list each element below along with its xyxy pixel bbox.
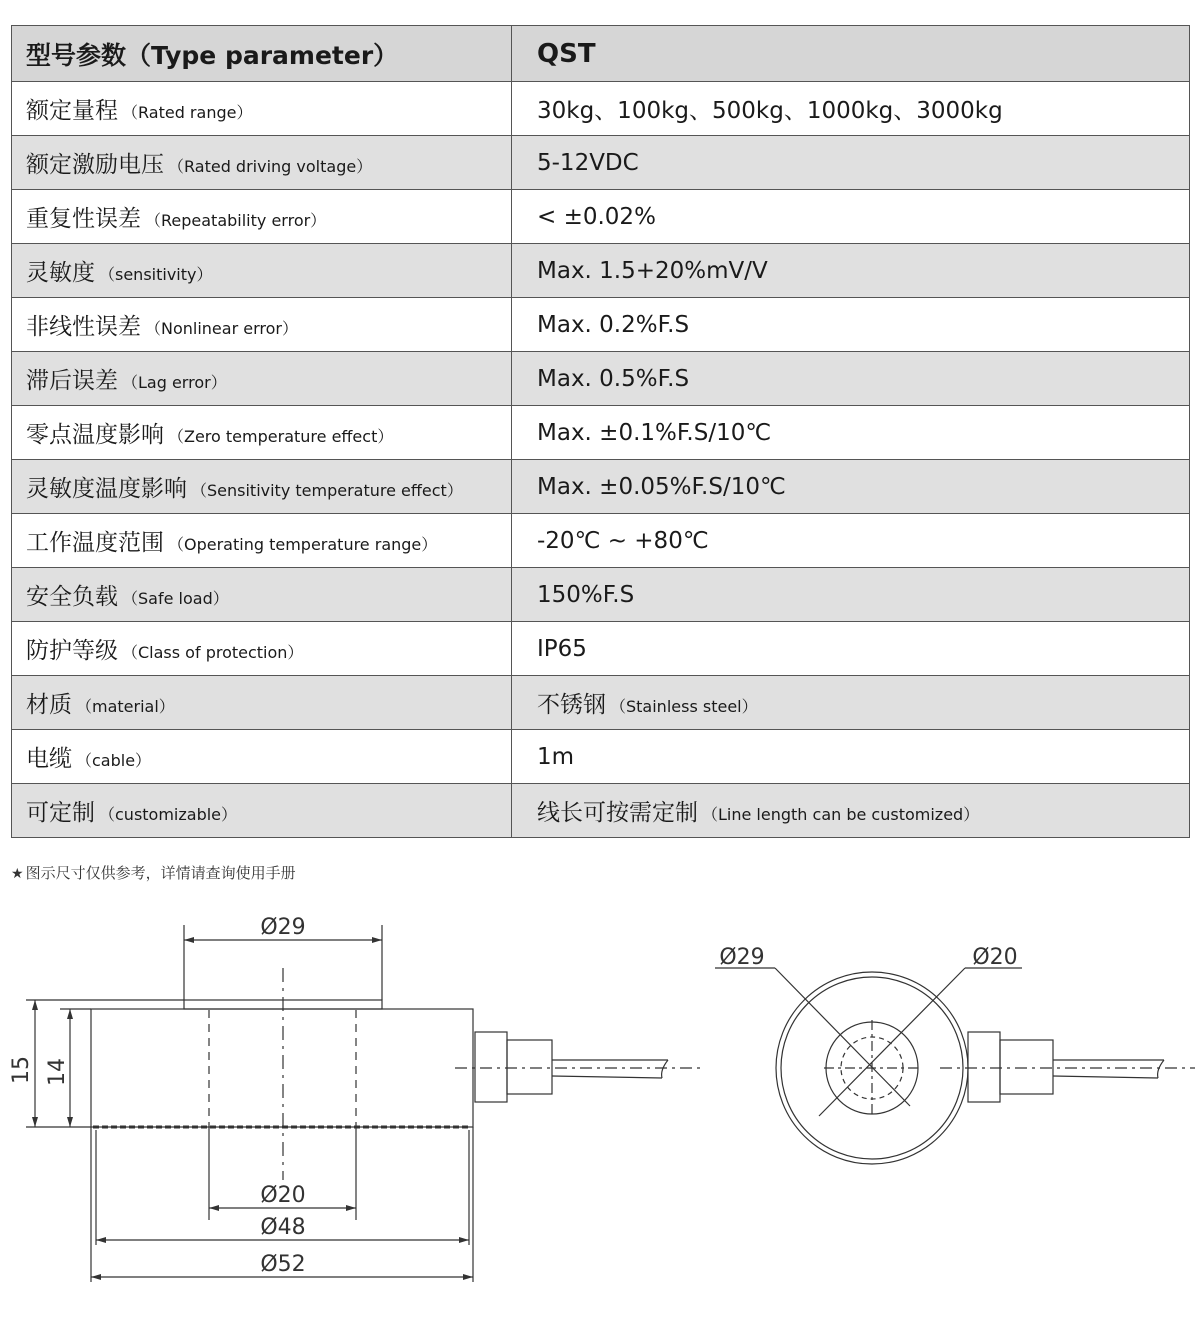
- param-en: （Class of protection）: [122, 643, 304, 662]
- value-text: 150%F.S: [537, 581, 635, 608]
- dim-bottom-20: Ø20: [260, 1183, 306, 1208]
- value-text: Max. 0.5%F.S: [537, 365, 690, 392]
- value-text: Max. 1.5+20%mV/V: [537, 257, 768, 284]
- param-en: （Sensitivity temperature effect）: [191, 481, 463, 500]
- value-cell: [512, 352, 1190, 406]
- dim-height-14: 14: [45, 1058, 70, 1086]
- value-text: < ±0.02%: [537, 203, 656, 230]
- table-row: [12, 730, 1190, 784]
- value-cell: [512, 244, 1190, 298]
- param-cn: 电缆: [26, 746, 72, 772]
- spec-table: [11, 25, 1190, 838]
- spec-table-body: [12, 26, 1190, 838]
- param-en: （Lag error）: [122, 373, 227, 392]
- value-cell: [512, 622, 1190, 676]
- param-en: （Rated range）: [122, 103, 253, 122]
- param-cell: [12, 298, 512, 352]
- param-en: （Zero temperature effect）: [168, 427, 394, 446]
- dim-top-view-20: Ø20: [972, 945, 1018, 970]
- param-cn: 防护等级: [26, 638, 118, 664]
- param-cell: [12, 244, 512, 298]
- value-cell: [512, 136, 1190, 190]
- table-row: [12, 514, 1190, 568]
- param-cn: 额定激励电压: [26, 152, 164, 178]
- param-cn: 灵敏度温度影响: [26, 476, 187, 502]
- param-cell: [12, 190, 512, 244]
- table-row: [12, 784, 1190, 838]
- star-icon: ★: [11, 866, 24, 882]
- param-en: （Nonlinear error）: [145, 319, 298, 338]
- table-row: [12, 82, 1190, 136]
- param-cell: [12, 568, 512, 622]
- sensor-body: [91, 1009, 473, 1127]
- param-cell: [12, 676, 512, 730]
- side-view: [26, 925, 700, 1282]
- value-text: Max. ±0.05%F.S/10℃: [537, 473, 786, 500]
- param-cell: [12, 514, 512, 568]
- param-cn: 可定制: [26, 800, 95, 826]
- value-text: 5-12VDC: [537, 149, 639, 176]
- dimension-drawing: [0, 880, 1200, 1320]
- param-cell: [12, 136, 512, 190]
- param-cn: 零点温度影响: [26, 422, 164, 448]
- param-cn: 滞后误差: [26, 368, 118, 394]
- table-row: [12, 676, 1190, 730]
- dim-base-48: Ø48: [260, 1215, 306, 1240]
- side-view-arrows: [32, 937, 473, 1280]
- table-row: [12, 352, 1190, 406]
- table-row: [12, 460, 1190, 514]
- value-cell: [512, 784, 1190, 838]
- value-text: IP65: [537, 635, 587, 662]
- dim-base-52: Ø52: [260, 1252, 306, 1277]
- top-view: [715, 968, 1195, 1164]
- param-cell: [12, 82, 512, 136]
- value-text: 1m: [537, 743, 575, 770]
- value-en: （Stainless steel）: [610, 697, 758, 716]
- param-cell: [12, 730, 512, 784]
- table-row: [12, 244, 1190, 298]
- table-row: [12, 568, 1190, 622]
- param-cn: 灵敏度: [26, 260, 95, 286]
- param-cell: [12, 460, 512, 514]
- dim-top-29: Ø29: [260, 915, 306, 940]
- param-cn: 工作温度范围: [26, 530, 164, 556]
- value-text: 不锈钢: [537, 692, 606, 718]
- header-model-cell: QST: [512, 26, 1190, 82]
- table-row: [12, 622, 1190, 676]
- value-text: 线长可按需定制: [537, 800, 698, 826]
- value-cell: [512, 568, 1190, 622]
- table-row: [12, 190, 1190, 244]
- value-cell: [512, 190, 1190, 244]
- value-cell: [512, 676, 1190, 730]
- value-text: -20℃ ~ +80℃: [537, 527, 709, 554]
- value-cell: [512, 82, 1190, 136]
- dim-top-view-29: Ø29: [719, 945, 765, 970]
- param-en: （Rated driving voltage）: [168, 157, 373, 176]
- value-cell: [512, 298, 1190, 352]
- param-cell: [12, 352, 512, 406]
- param-en: （Safe load）: [122, 589, 229, 608]
- param-en: （sensitivity）: [99, 265, 213, 284]
- param-en: （Repeatability error）: [145, 211, 327, 230]
- param-en: （Operating temperature range）: [168, 535, 438, 554]
- table-header-row: [12, 26, 1190, 82]
- cable-gland: [475, 1032, 507, 1102]
- table-row: [12, 406, 1190, 460]
- dim-height-15: 15: [9, 1056, 34, 1084]
- value-en: （Line length can be customized）: [702, 805, 980, 824]
- param-cn: 材质: [26, 692, 72, 718]
- param-cell: [12, 622, 512, 676]
- param-en: （material）: [76, 697, 175, 716]
- footnote-text: 图示尺寸仅供参考，详情请查询使用手册: [25, 864, 296, 882]
- header-param-cell: 型号参数（Type parameter）: [12, 26, 512, 82]
- param-cell: [12, 406, 512, 460]
- value-cell: [512, 406, 1190, 460]
- value-text: 30kg、100kg、500kg、1000kg、3000kg: [537, 98, 1003, 124]
- table-row: [12, 136, 1190, 190]
- value-cell: [512, 730, 1190, 784]
- param-cell: [12, 784, 512, 838]
- param-cn: 安全负载: [26, 584, 118, 610]
- param-cn: 重复性误差: [26, 206, 141, 232]
- value-cell: [512, 460, 1190, 514]
- param-cn: 额定量程: [26, 98, 118, 124]
- value-text: Max. 0.2%F.S: [537, 311, 690, 338]
- value-text: Max. ±0.1%F.S/10℃: [537, 419, 772, 446]
- value-cell: [512, 514, 1190, 568]
- param-cn: 非线性误差: [26, 314, 141, 340]
- param-en: （cable）: [76, 751, 152, 770]
- param-en: （customizable）: [99, 805, 238, 824]
- table-row: [12, 298, 1190, 352]
